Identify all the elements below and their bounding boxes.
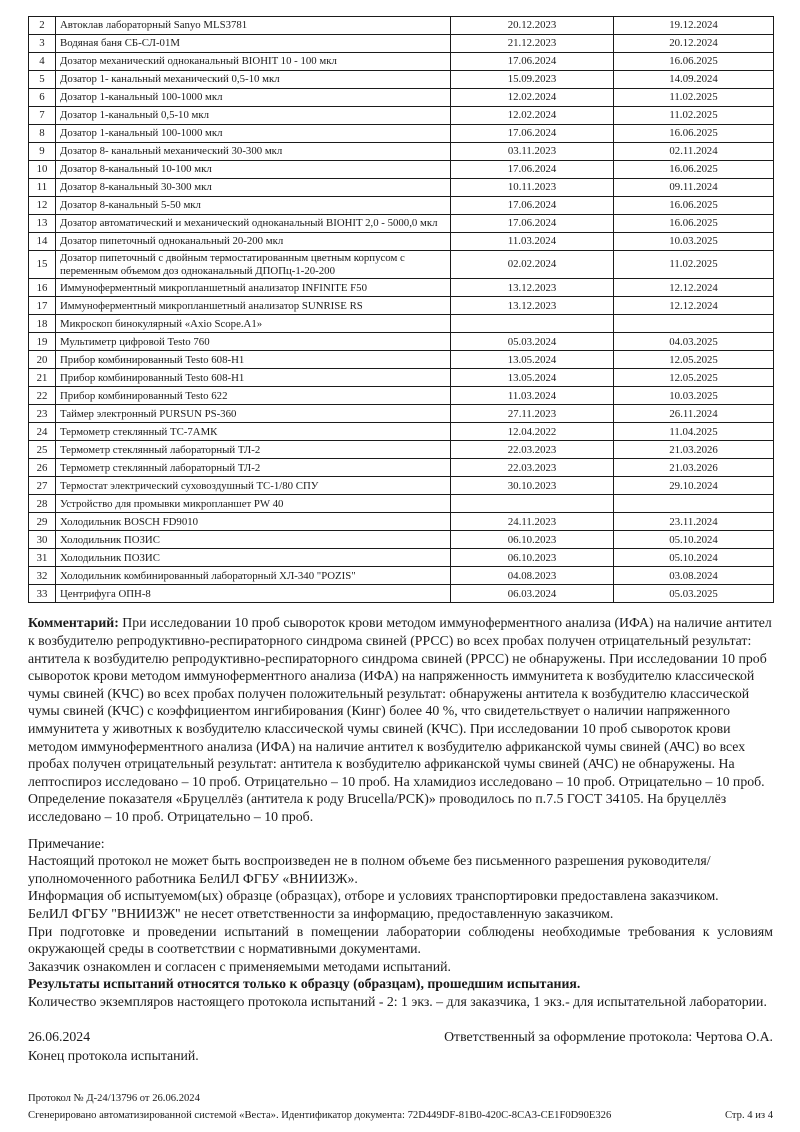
verification-date-cell: 04.08.2023 <box>451 567 614 585</box>
table-row <box>29 233 774 251</box>
equipment-name-cell: Холодильник комбинированный лабораторный ХЛ-340 "POZIS" <box>56 567 451 585</box>
table-row <box>29 513 774 531</box>
equipment-name-cell: Дозатор пипеточный одноканальный 20-200 мкл <box>56 233 451 251</box>
row-number-cell: 8 <box>29 125 56 143</box>
equipment-name-cell: Холодильник ПОЗИС <box>56 549 451 567</box>
row-number-cell: 14 <box>29 233 56 251</box>
verification-date-cell: 15.09.2023 <box>451 71 614 89</box>
valid-until-date-cell <box>614 495 774 513</box>
equipment-name-cell: Термометр стеклянный лабораторный ТЛ-2 <box>56 459 451 477</box>
valid-until-date-cell: 11.02.2025 <box>614 251 774 279</box>
verification-date-cell: 22.03.2023 <box>451 441 614 459</box>
row-number-cell: 25 <box>29 441 56 459</box>
row-number-cell: 2 <box>29 17 56 35</box>
end-of-protocol-line: Конец протокола испытаний. <box>28 1047 199 1063</box>
valid-until-date-cell: 11.02.2025 <box>614 107 774 125</box>
row-number-cell: 4 <box>29 53 56 71</box>
table-row <box>29 143 774 161</box>
table-row <box>29 197 774 215</box>
table-row <box>29 107 774 125</box>
valid-until-date-cell: 16.06.2025 <box>614 125 774 143</box>
verification-date-cell <box>451 495 614 513</box>
row-number-cell: 20 <box>29 351 56 369</box>
table-row <box>29 387 774 405</box>
table-row <box>29 215 774 233</box>
table-row <box>29 405 774 423</box>
verification-date-cell: 17.06.2024 <box>451 125 614 143</box>
verification-date-cell: 02.02.2024 <box>451 251 614 279</box>
equipment-name-cell: Прибор комбинированный Testo 622 <box>56 387 451 405</box>
valid-until-date-cell: 09.11.2024 <box>614 179 774 197</box>
equipment-name-cell: Прибор комбинированный Testo 608-H1 <box>56 369 451 387</box>
equipment-name-cell: Дозатор 1-канальный 0,5-10 мкл <box>56 107 451 125</box>
valid-until-date-cell: 05.10.2024 <box>614 531 774 549</box>
verification-date-cell: 22.03.2023 <box>451 459 614 477</box>
note-paragraph-customer-agreement: Заказчик ознакомлен и согласен с применяемыми методами испытаний. <box>28 958 451 974</box>
valid-until-date-cell: 10.03.2025 <box>614 233 774 251</box>
valid-until-date-cell: 16.06.2025 <box>614 197 774 215</box>
table-row <box>29 333 774 351</box>
equipment-name-cell: Иммуноферментный микропланшетный анализатор INFINITE F50 <box>56 279 451 297</box>
notes-section <box>28 835 773 1011</box>
equipment-name-cell: Дозатор 1- канальный механический 0,5-10 мкл <box>56 71 451 89</box>
row-number-cell: 23 <box>29 405 56 423</box>
valid-until-date-cell: 16.06.2025 <box>614 53 774 71</box>
equipment-name-cell: Устройство для промывки микропланшет PW 40 <box>56 495 451 513</box>
row-number-cell: 28 <box>29 495 56 513</box>
table-row <box>29 549 774 567</box>
equipment-name-cell: Микроскоп бинокулярный «Axio Scope.A1» <box>56 315 451 333</box>
row-number-cell: 5 <box>29 71 56 89</box>
row-number-cell: 21 <box>29 369 56 387</box>
verification-date-cell: 11.03.2024 <box>451 387 614 405</box>
equipment-name-cell: Дозатор 1-канальный 100-1000 мкл <box>56 125 451 143</box>
equipment-name-cell: Холодильник BOSCH FD9010 <box>56 513 451 531</box>
table-row <box>29 125 774 143</box>
note-paragraph-responsibility: БелИЛ ФГБУ "ВНИИЗЖ" не несет ответственности за информацию, предоставленную заказчиком. <box>28 905 614 921</box>
verification-date-cell: 17.06.2024 <box>451 197 614 215</box>
valid-until-date-cell: 11.04.2025 <box>614 423 774 441</box>
table-row <box>29 53 774 71</box>
row-number-cell: 7 <box>29 107 56 125</box>
verification-date-cell: 06.10.2023 <box>451 549 614 567</box>
equipment-name-cell: Дозатор 8-канальный 5-50 мкл <box>56 197 451 215</box>
table-row <box>29 477 774 495</box>
table-row <box>29 35 774 53</box>
verification-date-cell: 06.10.2023 <box>451 531 614 549</box>
row-number-cell: 29 <box>29 513 56 531</box>
table-row <box>29 89 774 107</box>
valid-until-date-cell: 02.11.2024 <box>614 143 774 161</box>
equipment-name-cell: Дозатор механический одноканальный BIOHIT 10 - 100 мкл <box>56 53 451 71</box>
valid-until-date-cell: 11.02.2025 <box>614 89 774 107</box>
valid-until-date-cell: 05.03.2025 <box>614 585 774 603</box>
table-row <box>29 71 774 89</box>
valid-until-date-cell: 16.06.2025 <box>614 215 774 233</box>
valid-until-date-cell: 05.10.2024 <box>614 549 774 567</box>
valid-until-date-cell: 23.11.2024 <box>614 513 774 531</box>
signoff-section <box>28 1027 773 1065</box>
verification-date-cell: 21.12.2023 <box>451 35 614 53</box>
verification-date-cell: 13.12.2023 <box>451 279 614 297</box>
equipment-name-cell: Дозатор пипеточный с двойным термостатированным цветным корпусом с переменным объемом доз одноканальный ДПОПц-1-20-200 <box>56 251 451 279</box>
verification-date-cell: 12.02.2024 <box>451 89 614 107</box>
row-number-cell: 11 <box>29 179 56 197</box>
equipment-name-cell: Таймер электронный PURSUN PS-360 <box>56 405 451 423</box>
equipment-name-cell: Термометр стеклянный лабораторный ТЛ-2 <box>56 441 451 459</box>
valid-until-date-cell: 04.03.2025 <box>614 333 774 351</box>
verification-date-cell: 12.04.2022 <box>451 423 614 441</box>
note-paragraph-copies: Количество экземпляров настоящего протокола испытаний - 2: 1 экз. – для заказчика, 1 экз.- для испытательной лаборатории. <box>28 993 767 1009</box>
table-row <box>29 161 774 179</box>
equipment-name-cell: Дозатор автоматический и механический одноканальный BIOHIT 2,0 - 5000,0 мкл <box>56 215 451 233</box>
verification-date-cell: 13.05.2024 <box>451 351 614 369</box>
equipment-name-cell: Дозатор 8-канальный 30-300 мкл <box>56 179 451 197</box>
row-number-cell: 24 <box>29 423 56 441</box>
valid-until-date-cell: 29.10.2024 <box>614 477 774 495</box>
row-number-cell: 33 <box>29 585 56 603</box>
verification-date-cell: 24.11.2023 <box>451 513 614 531</box>
valid-until-date-cell: 14.09.2024 <box>614 71 774 89</box>
row-number-cell: 27 <box>29 477 56 495</box>
row-number-cell: 6 <box>29 89 56 107</box>
table-row <box>29 441 774 459</box>
verification-date-cell: 17.06.2024 <box>451 161 614 179</box>
table-row <box>29 369 774 387</box>
equipment-name-cell: Дозатор 8-канальный 10-100 мкл <box>56 161 451 179</box>
equipment-name-cell: Автоклав лабораторный Sanyo MLS3781 <box>56 17 451 35</box>
note-paragraph-reproduction: Настоящий протокол не может быть воспроизведен не в полном объеме без письменного разрешения руководителя/уполномоченного работника БелИЛ ФГБУ «ВНИИЗЖ». <box>28 853 711 886</box>
row-number-cell: 9 <box>29 143 56 161</box>
verification-date-cell: 20.12.2023 <box>451 17 614 35</box>
equipment-name-cell: Иммуноферментный микропланшетный анализатор SUNRISE RS <box>56 297 451 315</box>
valid-until-date-cell: 10.03.2025 <box>614 387 774 405</box>
equipment-name-cell: Водяная баня СБ-СЛ-01М <box>56 35 451 53</box>
table-row <box>29 315 774 333</box>
table-row <box>29 297 774 315</box>
table-row <box>29 351 774 369</box>
valid-until-date-cell: 21.03.2026 <box>614 441 774 459</box>
row-number-cell: 15 <box>29 251 56 279</box>
results-scope-statement: Результаты испытаний относятся только к образцу (образцам), прошедшим испытания. <box>28 976 581 992</box>
valid-until-date-cell: 03.08.2024 <box>614 567 774 585</box>
verification-date-cell: 03.11.2023 <box>451 143 614 161</box>
note-paragraph-sample-info: Информация об испытуемом(ых) образце (образцах), отборе и условиях транспортировки предоставлена заказчиком. <box>28 888 719 904</box>
verification-date-cell: 17.06.2024 <box>451 215 614 233</box>
row-number-cell: 16 <box>29 279 56 297</box>
footer-protocol-number: Протокол № Д-24/13796 от 26.06.2024 <box>28 1093 200 1104</box>
verification-date-cell: 10.11.2023 <box>451 179 614 197</box>
valid-until-date-cell: 20.12.2024 <box>614 35 774 53</box>
row-number-cell: 26 <box>29 459 56 477</box>
table-row <box>29 179 774 197</box>
valid-until-date-cell: 16.06.2025 <box>614 161 774 179</box>
signoff-date: 26.06.2024 <box>28 1028 91 1044</box>
table-row <box>29 251 774 279</box>
row-number-cell: 32 <box>29 567 56 585</box>
equipment-name-cell: Мультиметр цифровой Testo 760 <box>56 333 451 351</box>
table-row <box>29 585 774 603</box>
verification-date-cell: 12.02.2024 <box>451 107 614 125</box>
verification-date-cell: 17.06.2024 <box>451 53 614 71</box>
valid-until-date-cell: 12.05.2025 <box>614 369 774 387</box>
verification-date-cell: 11.03.2024 <box>451 233 614 251</box>
row-number-cell: 18 <box>29 315 56 333</box>
table-row <box>29 279 774 297</box>
verification-date-cell: 30.10.2023 <box>451 477 614 495</box>
note-paragraph-environment: При подготовке и проведении испытаний в помещении лаборатории соблюдены необходимые требования к условиям окружающей среды в соответствии с нормативными документами. <box>28 923 773 957</box>
comment-paragraph <box>28 614 773 825</box>
verification-date-cell: 06.03.2024 <box>451 585 614 603</box>
comment-label: Комментарий: <box>28 615 119 631</box>
verification-date-cell: 05.03.2024 <box>451 333 614 351</box>
table-row <box>29 531 774 549</box>
row-number-cell: 3 <box>29 35 56 53</box>
row-number-cell: 12 <box>29 197 56 215</box>
equipment-table-body <box>29 17 774 603</box>
table-row <box>29 17 774 35</box>
table-row <box>29 423 774 441</box>
equipment-table <box>28 16 774 603</box>
valid-until-date-cell: 21.03.2026 <box>614 459 774 477</box>
valid-until-date-cell: 12.12.2024 <box>614 279 774 297</box>
verification-date-cell: 13.12.2023 <box>451 297 614 315</box>
valid-until-date-cell: 12.12.2024 <box>614 297 774 315</box>
responsible-line: Ответственный за оформление протокола: Чертова О.А. <box>444 1028 773 1044</box>
equipment-name-cell: Дозатор 1-канальный 100-1000 мкл <box>56 89 451 107</box>
valid-until-date-cell: 12.05.2025 <box>614 351 774 369</box>
table-row <box>29 567 774 585</box>
equipment-name-cell: Дозатор 8- канальный механический 30-300 мкл <box>56 143 451 161</box>
valid-until-date-cell <box>614 315 774 333</box>
verification-date-cell: 13.05.2024 <box>451 369 614 387</box>
equipment-name-cell: Термометр стеклянный ТС-7АМК <box>56 423 451 441</box>
footer-generated-line: Сгенерировано автоматизированной системой «Веста». Идентификатор документа: 72D449DF-81B0-420C-8CA3-CE1F0D90E326 <box>28 1109 612 1121</box>
table-row <box>29 459 774 477</box>
footer <box>28 1091 773 1124</box>
notes-title: Примечание: <box>28 835 105 851</box>
row-number-cell: 19 <box>29 333 56 351</box>
row-number-cell: 30 <box>29 531 56 549</box>
comment-text: При исследовании 10 проб сывороток крови методом иммуноферментного анализа (ИФА) на наличие антител к возбудителю репродуктивно-респираторного синдрома свиней (РРСС) во всех пробах получен отрицательный результат: антитела к возбудителю репродуктивно-респираторного синдрома свиней (РРСС) не обнаружены. При исследовании 10 проб сывороток крови методом иммуноферментного анализа (ИФА) на напряженность иммунитета к возбудителю классической чумы свиней (КЧС) во всех пробах получен положительный результат: обнаружены антитела к возбудителю классической чумы свиней (КЧС) с коэффициентом ингибирования (Кинг) более 40 %, что свидетельствует о наличии напряженного иммунитета у животных к возбудителю классической чумы свиней (КЧС). При исследовании 10 проб сывороток крови методом иммуноферментного анализа (ИФА) на наличие антител к возбудителю африканской чумы свиней (АЧС) во всех пробах получен отрицательный результат: антитела к возбудителю африканской чумы свиней (АЧС) не обнаружены. На лептоспироз исследовано – 10 проб. Отрицательно – 10 проб. На хламидиоз исследовано – 10 проб. Отрицательно – 10 проб. Определение показателя «Бруцеллёз (антитела к роду Brucella/РСК)» проводилось по п.7.5 ГОСТ 34105. На бруцеллёз исследовано – 10 проб. Отрицательно – 10 проб. <box>28 615 772 824</box>
equipment-name-cell: Холодильник ПОЗИС <box>56 531 451 549</box>
equipment-name-cell: Прибор комбинированный Testo 608-H1 <box>56 351 451 369</box>
row-number-cell: 13 <box>29 215 56 233</box>
row-number-cell: 17 <box>29 297 56 315</box>
row-number-cell: 22 <box>29 387 56 405</box>
row-number-cell: 31 <box>29 549 56 567</box>
equipment-name-cell: Термостат электрический суховоздушный ТС-1/80 СПУ <box>56 477 451 495</box>
valid-until-date-cell: 26.11.2024 <box>614 405 774 423</box>
table-row <box>29 495 774 513</box>
verification-date-cell <box>451 315 614 333</box>
verification-date-cell: 27.11.2023 <box>451 405 614 423</box>
valid-until-date-cell: 19.12.2024 <box>614 17 774 35</box>
row-number-cell: 10 <box>29 161 56 179</box>
footer-page-indicator: Стр. 4 из 4 <box>724 1109 773 1121</box>
equipment-name-cell: Центрифуга ОПН-8 <box>56 585 451 603</box>
